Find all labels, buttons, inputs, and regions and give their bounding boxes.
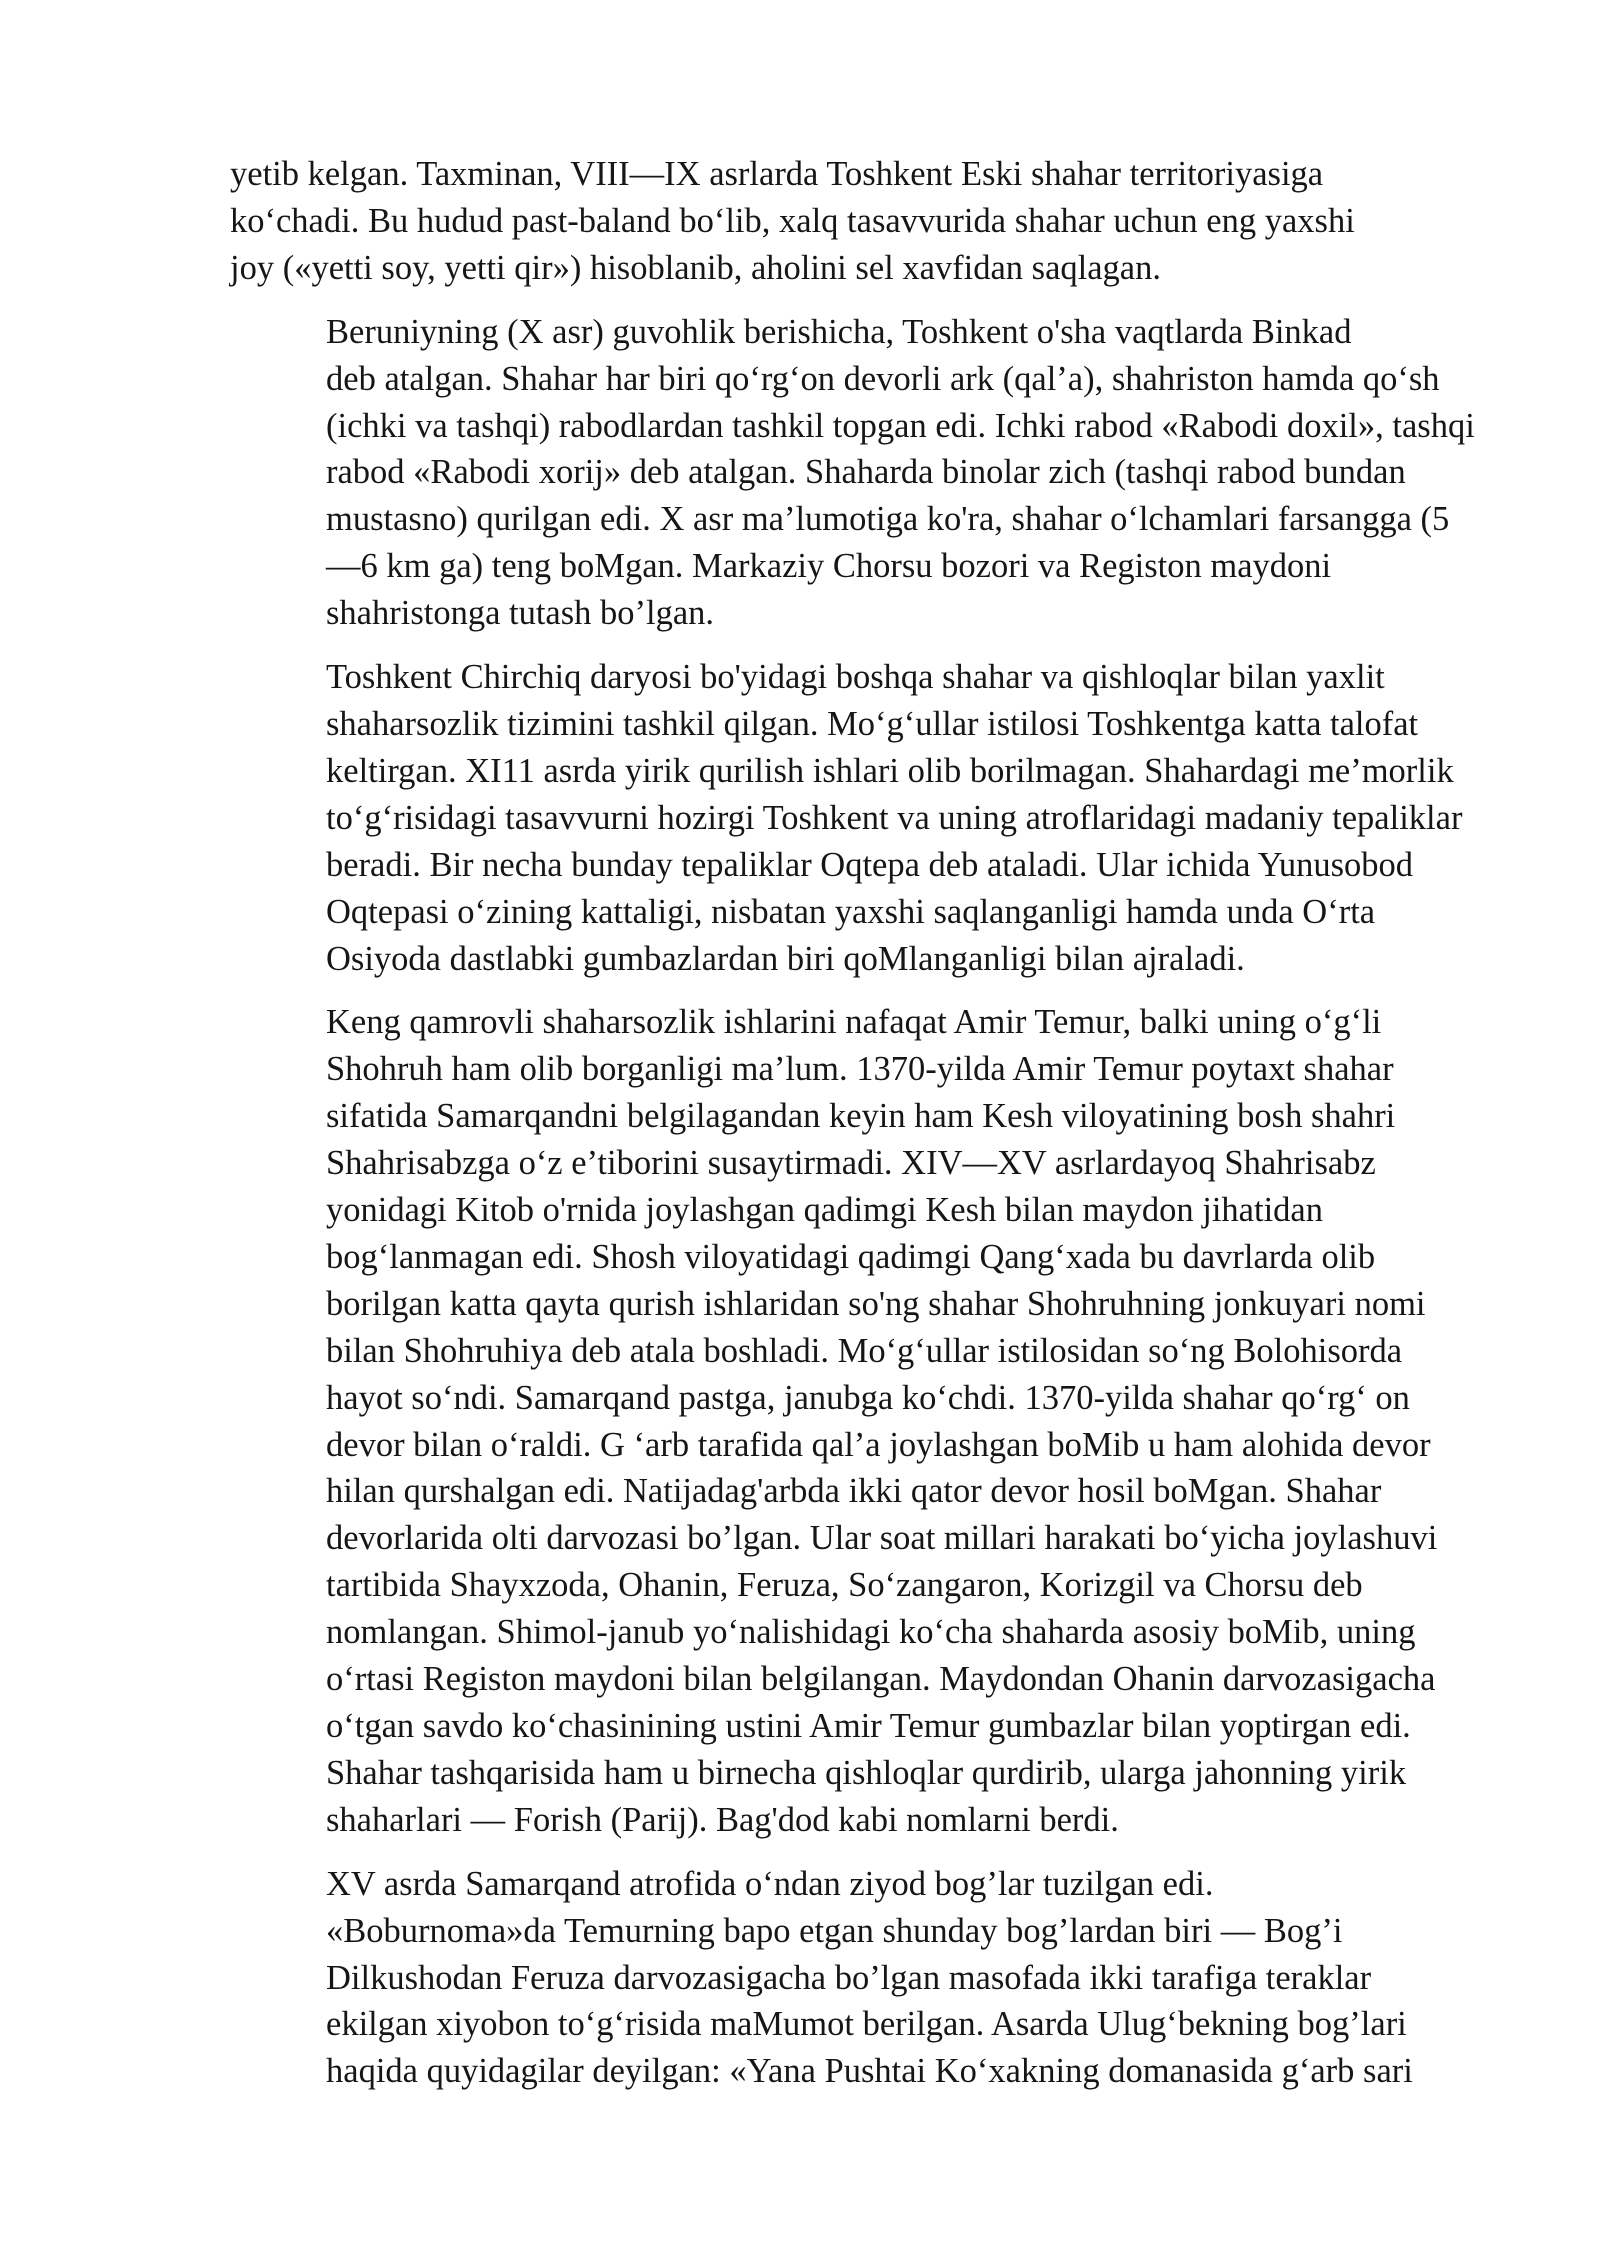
text-line: Keng qamrovli shaharsozlik ishlarini nafaqat Amir Temur, balki uning o‘g‘li xyxy=(326,1003,1382,1042)
paragraph-4 xyxy=(230,999,1500,1843)
text-line: Toshkent Chirchiq daryosi bo'yidagi boshqa shahar va qishloqlar bilan yaxlit xyxy=(326,658,1385,697)
text-line: bilan Shohruhiya deb atala boshladi. Mo‘g‘ullar istilosidan so‘ng Bolohisorda xyxy=(326,1331,1403,1370)
text-line: nomlangan. Shimol-janub yo‘nalishidagi ko‘cha shaharda asosiy boMib, uning xyxy=(326,1613,1416,1652)
text-line: yetib kelgan. Taxminan, VIII—IX asrlarda Toshkent Eski shahar territoriyasiga xyxy=(230,155,1324,193)
text-line: beradi. Bir necha bunday tepaliklar Oqtepa deb ataladi. Ular ichida Yunusobod xyxy=(326,845,1414,884)
text-line: joy («yetti soy, yetti qir») hisoblanib, aholini sel xavfidan saqlagan. xyxy=(230,248,1161,287)
text-line: shaharlari — Forish (Parij). Bag'dod kabi nomlarni berdi. xyxy=(326,1800,1119,1839)
text-line: Beruniyning (X asr) guvohlik berishicha, Toshkent o'sha vaqtlarda Binkad xyxy=(326,312,1352,351)
paragraph-3 xyxy=(230,654,1500,982)
text-line: shaharsozlik tizimini tashkil qilgan. Mo‘g‘ullar istilosi Toshkentga katta talofat xyxy=(326,704,1419,743)
text-line: hayot so‘ndi. Samarqand pastga, janubga ko‘chdi. 1370-yilda shahar qo‘rg‘ on xyxy=(326,1378,1410,1417)
paragraph-2 xyxy=(230,309,1500,637)
text-line: hilan qurshalgan edi. Natijadag'arbda ikki qator devor hosil boMgan. Shahar xyxy=(326,1472,1382,1511)
text-line: devorlarida olti darvozasi bo’lgan. Ular soat millari harakati bo‘yicha joylashuvi xyxy=(326,1519,1438,1558)
text-line: rabod «Rabodi xorij» deb atalgan. Shaharda binolar zich (tashqi rabod bundan xyxy=(326,453,1406,492)
text-line: «Boburnoma»da Temurning bapo etgan shunday bog’lardan biri — Bog’i xyxy=(326,1911,1343,1950)
text-line: mustasno) qurilgan edi. X asr ma’lumotiga ko'ra, shahar o‘lchamlari farsangga (5 xyxy=(326,500,1450,539)
text-line: deb atalgan. Shahar har biri qo‘rg‘on devorli ark (qal’a), shahriston hamda qo‘sh xyxy=(326,359,1440,398)
text-line: —6 km ga) teng boMgan. Markaziy Chorsu bozori va Registon maydoni xyxy=(326,547,1332,586)
text-line: tartibida Shayxzoda, Ohanin, Feruza, So‘zangaron, Korizgil va Chorsu deb xyxy=(326,1566,1363,1605)
text-line: bog‘lanmagan edi. Shosh viloyatidagi qadimgi Qang‘xada bu davrlarda olib xyxy=(326,1237,1376,1276)
text-line: Shahrisabzga o‘z e’tiborini susaytirmadi. XIV—XV asrlardayoq Shahrisabz xyxy=(326,1144,1376,1183)
text-line: o‘rtasi Registon maydoni bilan belgilangan. Maydondan Ohanin darvozasigacha xyxy=(326,1660,1436,1699)
text-line: XV asrda Samarqand atrofida o‘ndan ziyod bog’lar tuzilgan edi. xyxy=(326,1864,1214,1903)
text-line: to‘g‘risidagi tasavvurni hozirgi Toshkent va uning atroflaridagi madaniy tepaliklar xyxy=(326,798,1463,837)
text-line: Shohruh ham olib borganligi ma’lum. 1370-yilda Amir Temur poytaxt shahar xyxy=(326,1050,1394,1089)
text-line: ekilgan xiyobon to‘g‘risida maMumot berilgan. Asarda Ulug‘bekning bog’lari xyxy=(326,2005,1407,2044)
text-line: Osiyoda dastlabki gumbazlardan biri qoMlanganligi bilan ajraladi. xyxy=(326,939,1245,978)
text-line: o‘tgan savdo ko‘chasinining ustini Amir Temur gumbazlar bilan yoptirgan edi. xyxy=(326,1707,1411,1745)
paragraph-1 xyxy=(230,151,1500,292)
text-line: shahristonga tutash bo’lgan. xyxy=(326,594,715,633)
text-line: Oqtepasi o‘zining kattaligi, nisbatan yaxshi saqlanganligi hamda unda O‘rta xyxy=(326,892,1376,931)
text-line: devor bilan o‘raldi. G ‘arb tarafida qal’a joylashgan boMib u ham alohida devor xyxy=(326,1425,1431,1464)
text-line: Dilkushodan Feruza darvozasigacha bo’lgan masofada ikki tarafiga teraklar xyxy=(326,1958,1372,1997)
text-line: sifatida Samarqandni belgilagandan keyin ham Kesh viloyatining bosh shahri xyxy=(326,1097,1396,1136)
text-line: haqida quyidagilar deyilgan: «Yana Pushtai Ko‘xakning domanasida g‘arb sari xyxy=(326,2052,1413,2091)
text-line: keltirgan. XI11 asrda yirik qurilish ishlari olib borilmagan. Shahardagi me’morlik xyxy=(326,751,1454,790)
text-line: yonidagi Kitob o'rnida joylashgan qadimgi Kesh bilan maydon jihatidan xyxy=(326,1191,1323,1230)
text-line: borilgan katta qayta qurish ishlaridan so'ng shahar Shohruhning jonkuyari nomi xyxy=(326,1284,1426,1323)
document-body xyxy=(230,151,1500,2112)
text-line: (ichki va tashqi) rabodlardan tashkil topgan edi. Ichki rabod «Rabodi doxil», tashqi xyxy=(326,406,1475,445)
text-line: Shahar tashqarisida ham u birnecha qishloqlar qurdirib, ularga jahonning yirik xyxy=(326,1753,1407,1792)
text-line: ko‘chadi. Bu hudud past-baland bo‘lib, xalq tasavvurida shahar uchun eng yaxshi xyxy=(230,201,1355,240)
paragraph-5 xyxy=(230,1861,1500,2096)
